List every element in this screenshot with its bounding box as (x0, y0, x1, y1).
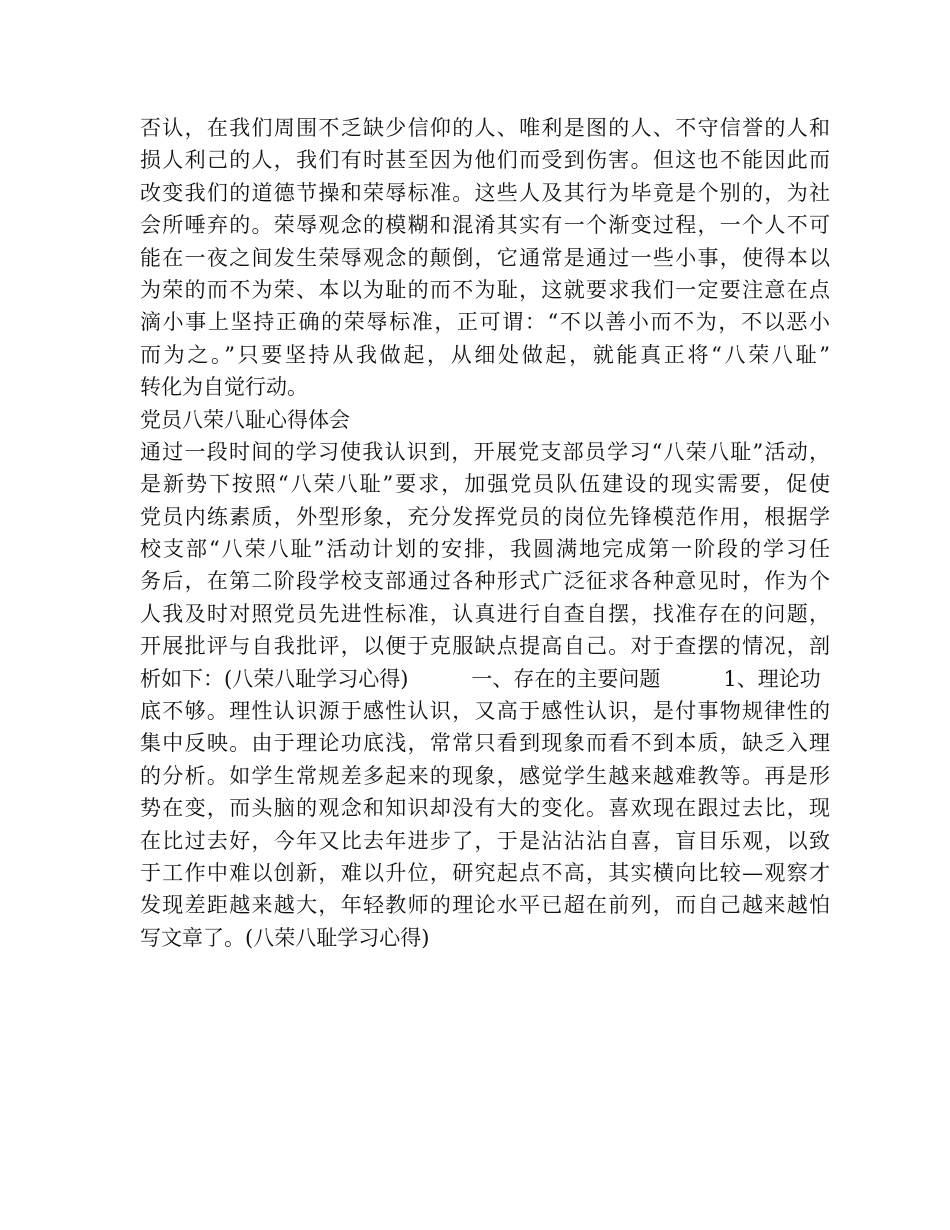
text-line: 能在一夜之间发生荣辱观念的颠倒，它通常是通过一些小事，使得本以 (140, 245, 830, 270)
text-line: 党员内练素质，外型形象，充分发挥党员的岗位先锋模范作用，根据学 (140, 504, 830, 529)
text-line: 通过一段时间的学习使我认识到，开展党支部员学习“八荣八耻”活动， (140, 439, 830, 464)
text-line: 滴小事上坚持正确的荣辱标准，正可谓：“不以善小而不为，不以恶小 (140, 310, 830, 335)
text-line: 转化为自觉行动。 (140, 375, 308, 400)
text-line: 的分析。如学生常规差多起来的现象，感觉学生越来越难教等。再是形 (140, 763, 830, 788)
text-line: 改变我们的道德节操和荣辱标准。这些人及其行为毕竟是个别的，为社 (140, 180, 830, 205)
text-line: 损人利己的人，我们有时甚至因为他们而受到伤害。但这也不能因此而 (140, 148, 830, 173)
text-line: 集中反映。由于理论功底浅，常常只看到现象而看不到本质，缺乏入理 (140, 731, 830, 756)
document-body (140, 112, 830, 954)
text-line: 在比过去好，今年又比去年进步了，于是沾沾沾自喜，盲目乐观，以致 (140, 828, 830, 853)
text-line: 底不够。理性认识源于感性认识，又高于感性认识，是付事物规律性的 (140, 699, 830, 724)
text-line: 务后，在第二阶段学校支部通过各种形式广泛征求各种意见时，作为个 (140, 569, 830, 594)
text-line: 否认，在我们周围不乏缺少信仰的人、唯利是图的人、不守信誉的人和 (140, 116, 830, 140)
section-heading: 党员八荣八耻心得体会 (140, 407, 350, 432)
text-line: 析如下：(八荣八耻学习心得) 一、存在的主要问题 1、理论功 (140, 666, 821, 691)
text-line: 人我及时对照党员先进性标准，认真进行自查自摆，找准存在的问题， (140, 601, 830, 626)
text-line: 开展批评与自我批评，以便于克服缺点提高自己。对于查摆的情况，剖 (140, 634, 830, 659)
text-line: 而为之。”只要坚持从我做起，从细处做起，就能真正将“八荣八耻” (140, 342, 830, 367)
text-line: 发现差距越来越大，年轻教师的理论水平已超在前列，而自己越来越怕 (140, 893, 830, 918)
text-line: 为荣的而不为荣、本以为耻的而不为耻，这就要求我们一定要注意在点 (140, 277, 830, 302)
text-line: 校支部“八荣八耻”活动计划的安排，我圆满地完成第一阶段的学习任 (140, 537, 830, 562)
text-line: 会所唾弃的。荣辱观念的模糊和混淆其实有一个渐变过程，一个人不可 (140, 213, 830, 238)
text-line: 是新势下按照“八荣八耻”要求，加强党员队伍建设的现实需要，促使 (140, 472, 830, 497)
text-line: 于工作中难以创新，难以升位，研究起点不高，其实横向比较—观察才 (140, 860, 830, 885)
text-line: 势在变，而头脑的观念和知识却没有大的变化。喜欢现在跟过去比，现 (140, 796, 830, 821)
text-line: 写文章了。(八荣八耻学习心得) (140, 925, 430, 950)
